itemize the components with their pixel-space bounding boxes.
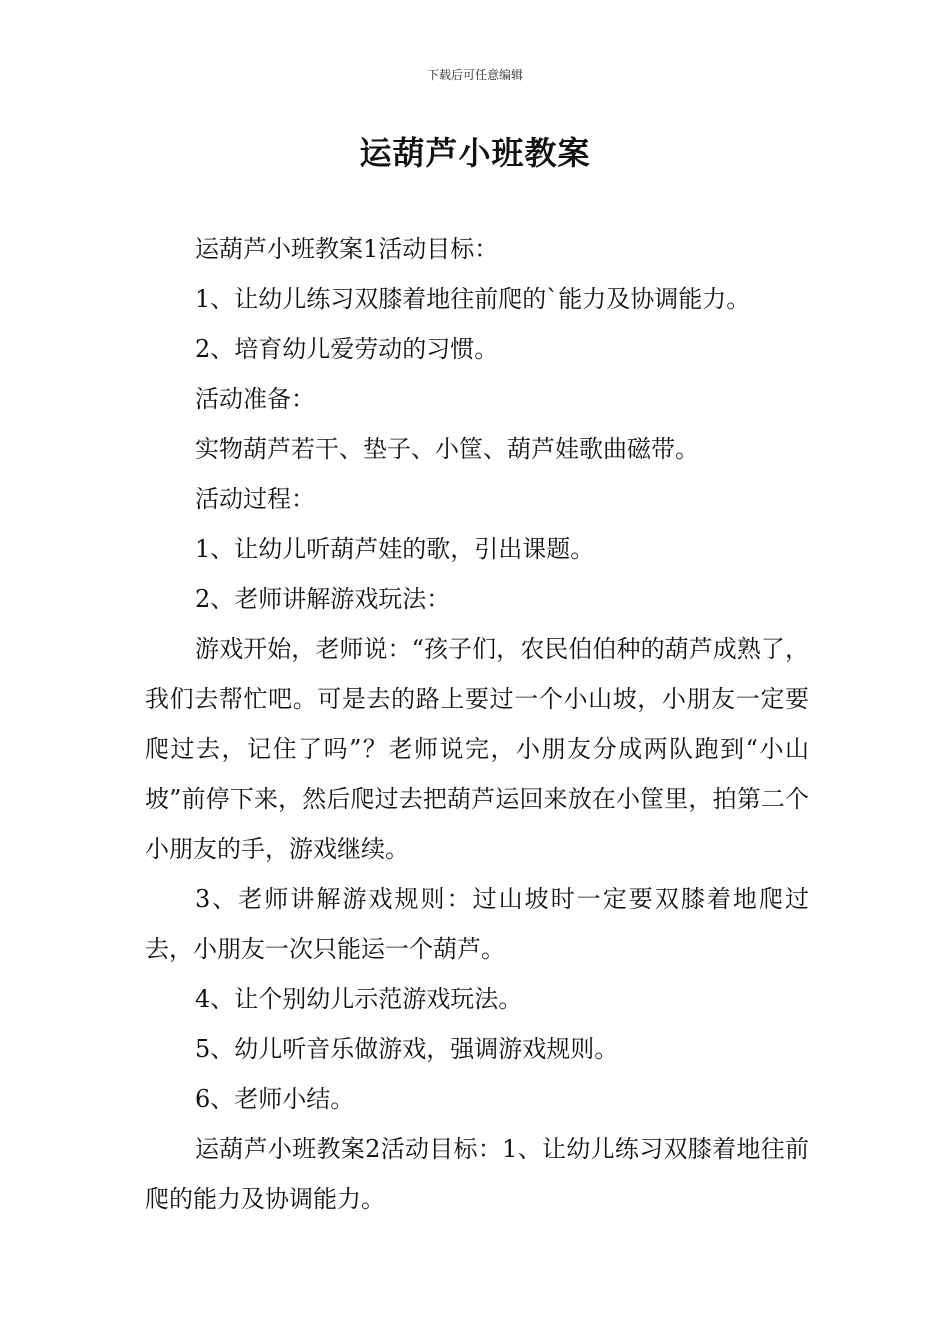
paragraph: 6、老师小结。 — [195, 1085, 355, 1113]
paragraph: 1、让幼儿听葫芦娃的歌，引出课题。 — [195, 535, 595, 563]
paragraph: 2、培育幼儿爱劳动的习惯。 — [195, 335, 499, 363]
paragraph: 运葫芦小班教案2活动目标：1、让幼儿练习双膝着地往前爬的能力及协调能力。 — [145, 1135, 809, 1213]
paragraph: 实物葫芦若干、垫子、小筐、葫芦娃歌曲磁带。 — [195, 435, 699, 463]
document-title: 运葫芦小班教案 — [359, 134, 591, 172]
paragraph: 5、幼儿听音乐做游戏，强调游戏规则。 — [195, 1035, 619, 1063]
paragraph: 1、让幼儿练习双膝着地往前爬的`能力及协调能力。 — [195, 285, 751, 313]
paragraph: 游戏开始，老师说：“孩子们，农民伯伯种的葫芦成熟了，我们去帮忙吧。可是去的路上要过一个小山坡，小朋友一定要爬过去，记住了吗”？老师说完，小朋友分成两队跑到“小山坡”前停下来，然后爬过去把葫芦运回来放在小筐里，拍第二个小朋友的手，游戏继续。 — [145, 635, 809, 863]
header-note: 下载后可任意编辑 — [426, 68, 523, 82]
document-body — [145, 224, 809, 1224]
paragraph: 3、老师讲解游戏规则：过山坡时一定要双膝着地爬过去，小朋友一次只能运一个葫芦。 — [145, 885, 809, 963]
paragraph: 活动准备： — [195, 385, 315, 413]
paragraph: 运葫芦小班教案1活动目标： — [195, 235, 499, 263]
paragraph: 活动过程： — [195, 485, 315, 513]
paragraph: 2、老师讲解游戏玩法： — [195, 585, 451, 613]
paragraph: 4、让个别幼儿示范游戏玩法。 — [195, 985, 523, 1013]
